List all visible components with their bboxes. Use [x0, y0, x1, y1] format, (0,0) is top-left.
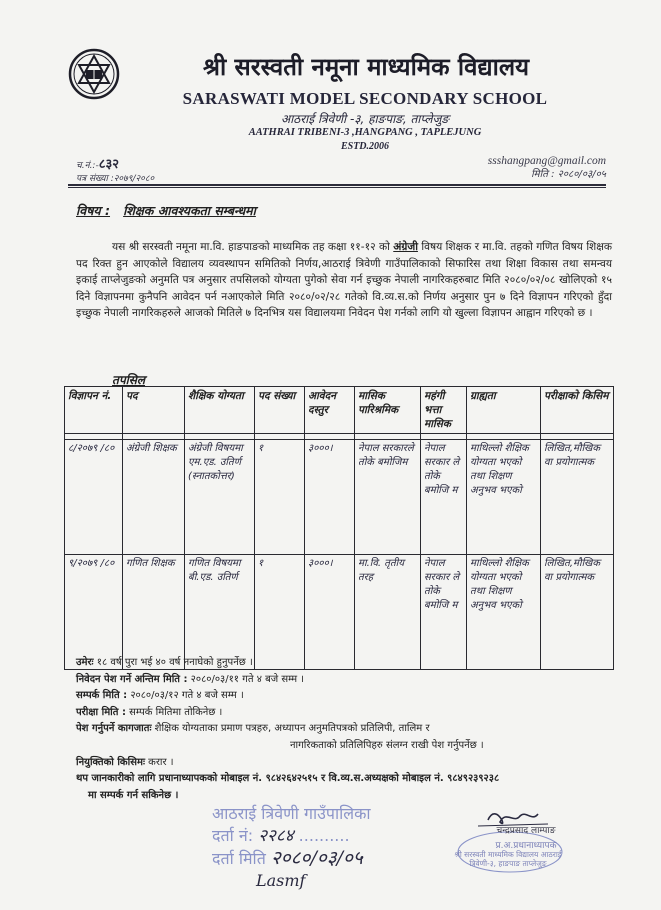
cell-salary: मा.वि. तृतीय तरह	[355, 555, 421, 670]
school-email: ssshangpang@gmail.com	[487, 155, 606, 167]
more-info-cont: मा सम्पर्क गर्न सकिनेछ ।	[88, 789, 179, 801]
cell-post-count: १	[255, 555, 305, 670]
cell-fee: ३०००।	[305, 555, 355, 670]
cell-eligibility: माथिल्लो शैक्षिक योग्यता भएको तथा शिक्षण अनुभव भएको	[467, 555, 541, 670]
stamp-municipality: आठराई त्रिवेणी गाउँपालिका	[212, 804, 371, 823]
school-round-stamp: श्री सरस्वती माध्यमिक विद्यालय आठराई त्रिवेणी-३, हाङपाङ ताप्लेजुङ	[454, 850, 562, 868]
subject-line	[76, 202, 256, 219]
cell-advert-no: ८/२०७९ /८०	[65, 440, 123, 555]
registration-stamp	[212, 803, 392, 892]
cell-exam-type: लिखित,मौखिक वा प्रयोगात्मक	[541, 555, 614, 670]
address-english: AATHRAI TRIBENI-3 ,HANGPANG , TAPLEJUNG	[248, 127, 482, 138]
notice-subject-english: अंग्रेजी	[393, 241, 418, 253]
chalani-number: ८३२	[98, 157, 119, 172]
header-post: पद	[123, 387, 185, 434]
notice-paragraph	[76, 239, 612, 322]
cell-qualification: गणित विषयमा बी.एड. उतिर्ण	[185, 555, 255, 670]
subject-label: विषय :	[76, 203, 111, 218]
cell-allowance: नेपाल सरकार ले तोके बमोजि म	[421, 555, 467, 670]
header-post-count: पद संख्या	[255, 387, 305, 434]
vacancy-table	[64, 386, 614, 670]
received-signature: Lasmf	[256, 871, 306, 890]
header-exam-type: परीक्षाको किसिम	[541, 387, 614, 434]
age-requirement: उमेरः १८ वर्ष पुरा भई ४० वर्ष ननाघेको हुनुपर्नेछ ।	[76, 657, 253, 668]
table-row	[65, 555, 614, 670]
cell-post: अंग्रेजी शिक्षक	[123, 440, 185, 555]
deadline: निवेदन पेश गर्ने अन्तिम मिति : २०८०/०३/११ गते ४ बजे सम्म ।	[76, 673, 305, 685]
school-emblem-icon	[68, 48, 120, 100]
school-name-english: SARASWATI MODEL SECONDARY SCHOOL	[182, 89, 548, 108]
reference-block	[76, 158, 154, 186]
notice-text-part2: विषय शिक्षक र मा.वि. तहको गणित विषय शिक्षक पद रिक्त हुन आएकोले विद्यालय व्यवस्थापन समितिको निर्णय,आठराई त्रिवेणी गाउँपालिकाको सिफारिस तथा शिक्षा विकास तथा समन्वय इकाई ताप्लेजुङको अनुमति पत्र अनुसार तपसिलको योग्यता पुगेको सेवा गर्न इच्छुक नेपाली नागरिकहरुबाट मिति २०८०/०२/०८ खोलिएको १५ दिने विज्ञापनमा कुनैपनि आवेदन पर्न नआएकोले मिति २०८०/०२/२८ गतेको वि.व्य.स.को निर्णय अनुसार पुन ७ दिने विज्ञापन गरिएको हुँदा इच्छुक नेपाली नागरिकहरुले आजको मितिले ७ दिनभित्र यस विद्यालयमा निवेदन पेश गर्नको लागि यो खुल्ला विज्ञापन आह्वान गरिएको छ ।	[76, 241, 612, 320]
subject-text: शिक्षक आवश्यकता सम्बन्धमा	[123, 203, 256, 218]
patra-sankhya: पत्र संख्या :२०७९/२०८०	[76, 174, 155, 184]
header-divider-thin	[68, 187, 606, 188]
terms-block	[76, 655, 636, 804]
cell-fee: ३०००।	[305, 440, 355, 555]
established-year: ESTD.2006	[340, 141, 390, 152]
header-eligibility: ग्राह्यता	[467, 387, 541, 434]
header-allowance: महंगी भत्ता मासिक	[421, 387, 467, 434]
details-heading: तपसिल	[112, 373, 146, 387]
cell-eligibility: माथिल्लो शैक्षिक योग्यता भएको तथा शिक्षण अनुभव भएको	[467, 440, 541, 555]
darta-number-handwritten: २२८४	[258, 826, 294, 846]
cell-post: गणित शिक्षक	[123, 555, 185, 670]
school-name-nepali: श्री सरस्वती नमूना माध्यमिक विद्यालय	[202, 53, 530, 81]
cell-post-count: १	[255, 440, 305, 555]
header-salary: मासिक पारिश्रमिक	[355, 387, 421, 434]
header-divider	[68, 184, 606, 186]
required-documents: पेश गर्नुपर्ने कागजातः शैक्षिक योग्यताका प्रमाण पत्रहरु, अध्यापन अनुमतिपत्रको प्रतिलिपी, तालिम र	[76, 723, 430, 735]
principal-block	[476, 826, 576, 852]
address-nepali: आठराई त्रिवेणी -३, हाङपाङ, ताप्लेजुङ	[280, 112, 450, 126]
principal-name: चन्द्रप्रसाद लाम्पाङ	[496, 826, 556, 836]
stamp-darta-no: दर्ता नं: २२८४ ..........	[212, 826, 350, 846]
table-header-row	[65, 387, 614, 434]
cell-exam-type: लिखित,मौखिक वा प्रयोगात्मक	[541, 440, 614, 555]
cell-qualification: अंग्रेजी विषयमा एम.एड. उतिर्ण (स्नातकोत्तर)	[185, 440, 255, 555]
stamp-darta-date: दर्ता मिति २०८०/०३/०५	[212, 847, 363, 869]
contact-date: सम्पर्क मिति : २०८०/०३/१२ गते ४ बजे सम्म ।	[76, 690, 244, 702]
notice-text-part1: यस श्री सरस्वती नमूना मा.वि. हाङपाङको माध्यमिक तह कक्षा ११-१२ को	[112, 241, 394, 253]
cell-salary: नेपाल सरकारले तोके बमोजिम	[355, 440, 421, 555]
header-fee: आवेदन दस्तुर	[305, 387, 355, 434]
letter-date: मिति : २०८०/०३/०५	[531, 169, 606, 180]
contact-block	[440, 154, 606, 182]
header-advert-no: विज्ञापन नं.	[65, 387, 123, 434]
table-row	[65, 440, 614, 555]
cell-allowance: नेपाल सरकार ले तोके बमोजि म	[421, 440, 467, 555]
appointment-type: नियुक्तिको किसिमः करार ।	[76, 756, 174, 768]
header-qualification: शैक्षिक योग्यता	[185, 387, 255, 434]
cell-advert-no: ९/२०७९ /८०	[65, 555, 123, 670]
more-info: थप जानकारीको लागि प्रधानाध्यापकको मोबाइल नं. ९८४२६४२५१५ र वि.व्य.स.अध्यक्षको मोबाइल नं. ९८४९२३९२३८	[76, 773, 500, 785]
darta-date-handwritten: २०८०/०३/०५	[270, 847, 363, 869]
required-documents-cont: नागरिकताको प्रतिलिपिहरु संलग्न राखी पेश गर्नुपर्नेछ ।	[290, 739, 484, 751]
exam-date: परीक्षा मिति : सम्पर्क मितिमा तोकिनेछ ।	[76, 706, 223, 718]
principal-title: प्र.अ.प्रधानाध्यापक	[495, 841, 557, 851]
chalani-label: च.नं.:-	[76, 161, 99, 171]
